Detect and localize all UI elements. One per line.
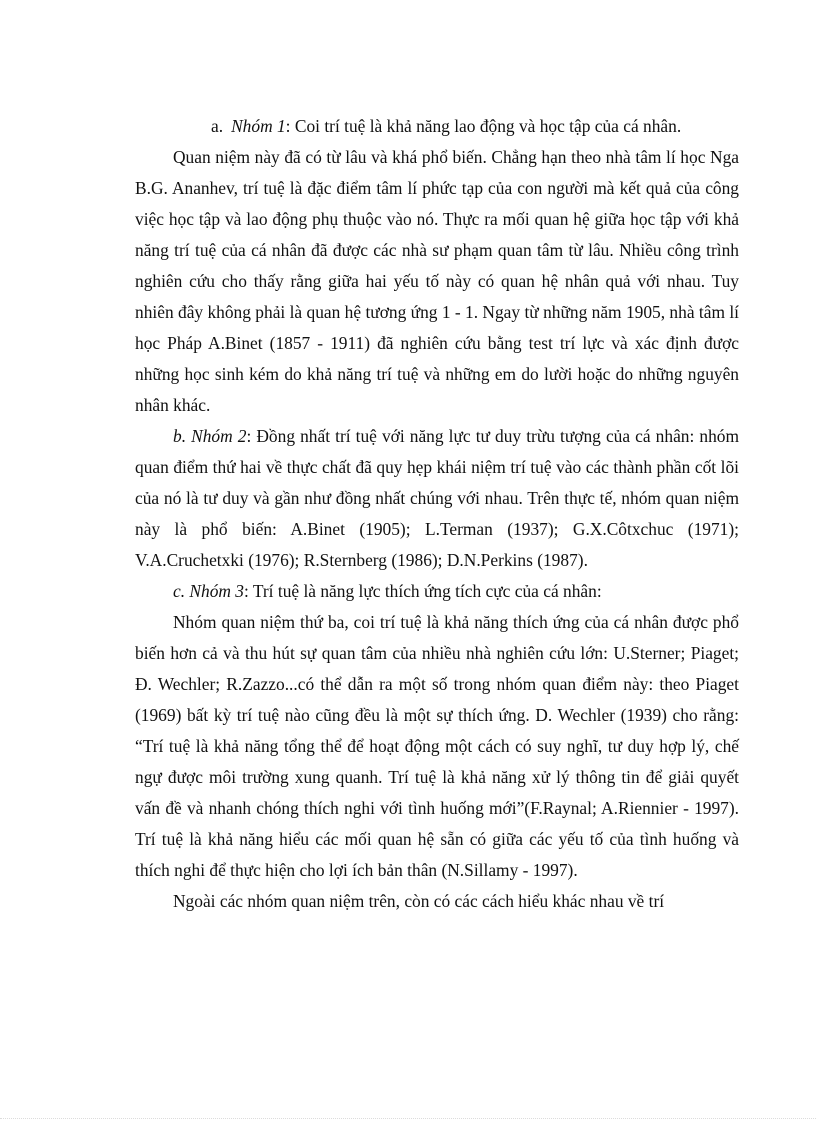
section-a-heading-text: : Coi trí tuệ là khả năng lao động và học tập của cá nhân. (285, 116, 682, 136)
section-b-group-label: b. Nhóm 2 (173, 426, 247, 446)
section-b-paragraph (135, 421, 739, 576)
section-b-text: : Đồng nhất trí tuệ với năng lực tư duy trừu tượng của cá nhân: nhóm quan điểm thứ hai về thực chất đã quy hẹp khái niệm trí tuệ vào các thành phần cốt lõi của nó là tư duy và gần như đồng nhất chúng với nhau. Trên thực tế, nhóm quan niệm này là phổ biến: A.Binet (1905); L.Terman (1937); G.X.Côtxchuc (1971); V.A.Cruchetxki (1976); R.Sternberg (1986); D.N.Perkins (1987). (135, 426, 740, 570)
section-a-marker: a. (211, 116, 224, 136)
section-a-heading (135, 111, 739, 142)
page-bottom-divider (0, 1118, 816, 1119)
section-a-group-label: Nhóm 1 (231, 116, 286, 136)
page-body (135, 111, 739, 917)
section-c-paragraph: Nhóm quan niệm thứ ba, coi trí tuệ là khả năng thích ứng của cá nhân được phổ biến hơn cả và thu hút sự quan tâm của nhiều nhà nghiên cứu lớn: U.Sterner; Piaget; Đ. Wechler; R.Zazzo...có thể dẫn ra một số trong nhóm quan điểm này: theo Piaget (1969) bất kỳ trí tuệ nào cũng đều là một sự thích ứng. D. Wechler (1939) cho rằng: “Trí tuệ là khả năng tổng thể để hoạt động một cách có suy nghĩ, tư duy hợp lý, chế ngự được môi trường xung quanh. Trí tuệ là khả năng xử lý thông tin để giải quyết vấn đề và nhanh chóng thích nghi với tình huống mới”(F.Raynal; A.Riennier - 1997). Trí tuệ là khả năng hiểu các mối quan hệ sẵn có giữa các yếu tố của tình huống và thích nghi để thực hiện cho lợi ích bản thân (N.Sillamy - 1997). (135, 612, 739, 880)
section-c-heading-text: : Trí tuệ là năng lực thích ứng tích cực của cá nhân: (244, 581, 602, 601)
closing-paragraph: Ngoài các nhóm quan niệm trên, còn có các cách hiểu khác nhau về trí (173, 891, 665, 911)
section-c-heading (135, 576, 739, 607)
section-a-paragraph: Quan niệm này đã có từ lâu và khá phổ biến. Chẳng hạn theo nhà tâm lí học Nga B.G. Ananhev, trí tuệ là đặc điểm tâm lí phức tạp của con người mà kết quả của công việc học tập và lao động phụ thuộc vào nó. Thực ra mối quan hệ giữa học tập với khả năng trí tuệ của cá nhân đã được các nhà sư phạm quan tâm từ lâu. Nhiều công trình nghiên cứu cho thấy rằng giữa hai yếu tố này có quan hệ nhân quả với nhau. Tuy nhiên đây không phải là quan hệ tương ứng 1 - 1. Ngay từ những năm 1905, nhà tâm lí học Pháp A.Binet (1857 - 1911) đã nghiên cứu bằng test trí lực và xác định được những học sinh kém do khả năng trí tuệ và những em do lười hoặc do những nguyên nhân khác. (135, 147, 739, 415)
section-c-group-label: c. Nhóm 3 (173, 581, 245, 601)
